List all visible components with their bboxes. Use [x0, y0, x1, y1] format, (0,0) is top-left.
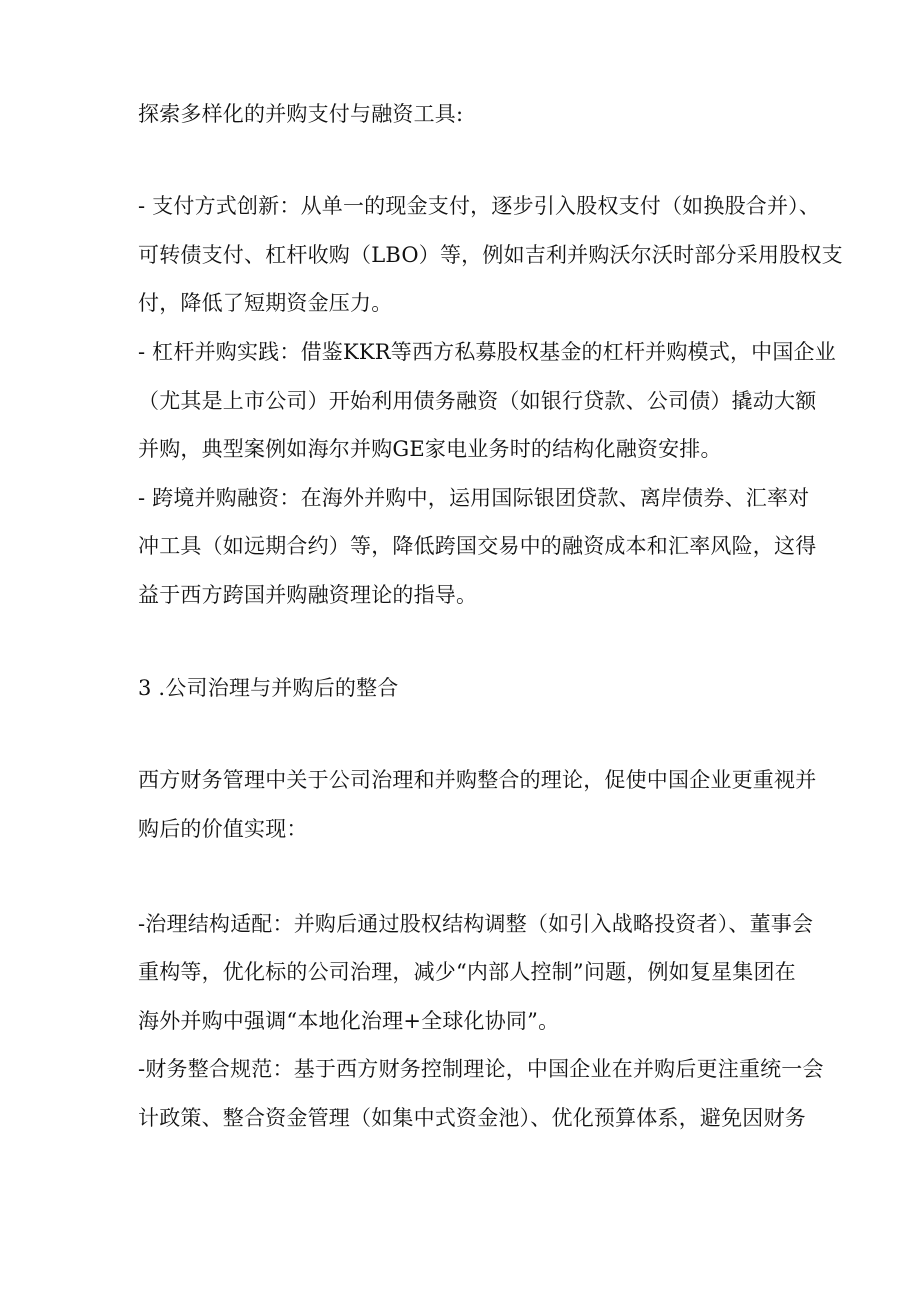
- section-heading: 3 .公司治理与并购后的整合: [138, 676, 399, 700]
- leverage-practice-line-2: （尤其是上市公司）开始利用债务融资（如银行贷款、公司债）撬动大额: [138, 389, 817, 413]
- crossborder-financing-line-1: - 跨境并购融资：在海外并购中，运用国际银团贷款、离岸债券、汇率对: [138, 486, 810, 510]
- section-intro-line-1: 西方财务管理中关于公司治理和并购整合的理论，促使中国企业更重视并: [138, 768, 817, 792]
- crossborder-financing-line-2: 冲工具（如远期合约）等，降低跨国交易中的融资成本和汇率风险，这得: [138, 534, 817, 558]
- crossborder-financing-line-3: 益于西方跨国并购融资理论的指导。: [138, 583, 478, 607]
- leverage-practice-line-1: - 杠杆并购实践：借鉴KKR等西方私募股权基金的杠杆并购模式，中国企业: [138, 340, 836, 364]
- governance-adaptation-line-2: 重构等，优化标的公司治理，减少“内部人控制”问题，例如复星集团在: [138, 960, 796, 984]
- intro-paragraph: 探索多样化的并购支付与融资工具:: [138, 102, 464, 126]
- payment-innovation-line-2: 可转债支付、杠杆收购（LBO）等，例如吉利并购沃尔沃时部分采用股权支: [138, 243, 843, 267]
- section-intro-line-2: 购后的价值实现：: [138, 817, 308, 841]
- payment-innovation-line-3: 付，降低了短期资金压力。: [138, 291, 393, 315]
- finance-integration-line-2: 计政策、整合资金管理（如集中式资金池）、优化预算体系，避免因财务: [138, 1106, 806, 1130]
- governance-adaptation-line-3: 海外并购中强调“本地化治理+全球化协同”。: [138, 1009, 560, 1033]
- governance-adaptation-line-1: -治理结构适配：并购后通过股权结构调整（如引入战略投资者）、董事会: [138, 912, 814, 936]
- finance-integration-line-1: -财务整合规范：基于西方财务控制理论，中国企业在并购后更注重统一会: [138, 1057, 824, 1081]
- leverage-practice-line-3: 并购，典型案例如海尔并购GE家电业务时的结构化融资安排。: [138, 437, 722, 461]
- payment-innovation-line-1: - 支付方式创新：从单一的现金支付，逐步引入股权支付（如换股合并）、: [138, 194, 821, 218]
